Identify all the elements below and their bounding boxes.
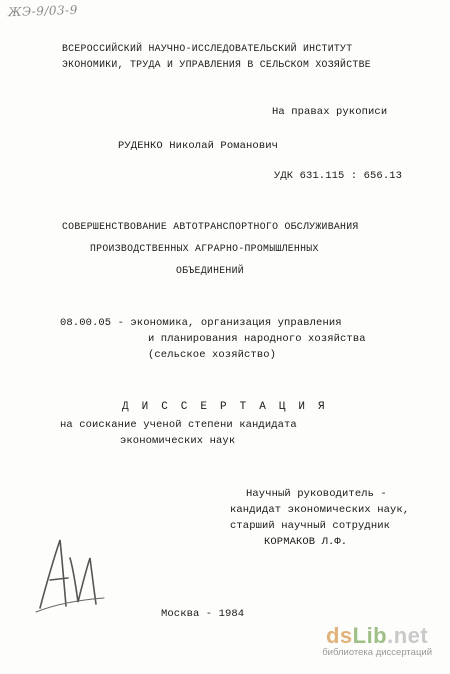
handwritten-signature (30, 528, 110, 618)
corner-handwritten-note: ЖЭ-9/03-9 (7, 2, 79, 20)
title-line-1: СОВЕРШЕНСТВОВАНИЕ АВТОТРАНСПОРТНОГО ОБСЛУЖИВАНИЯ (62, 221, 359, 232)
author-name: РУДЕНКО Николай Романович (118, 140, 279, 152)
udc-code: УДК 631.115 : 656.13 (274, 170, 403, 182)
institute-line-2: ЭКОНОМИКИ, ТРУДА И УПРАВЛЕНИЯ В СЕЛЬСКОМ ХОЗЯЙСТВЕ (62, 59, 371, 70)
supervisor-line-2: кандидат экономических наук, (230, 504, 410, 516)
dslib-logo-net: .net (387, 623, 429, 648)
title-line-2: ПРОИЗВОДСТВЕННЫХ АГРАРНО-ПРОМЫШЛЕННЫХ (90, 243, 319, 254)
city-year: Москва - 1984 (161, 608, 245, 620)
dslib-subtitle: библиотека диссертаций (322, 647, 432, 658)
supervisor-line-3: старший научный сотрудник (230, 520, 391, 532)
rights-notice: На правах рукописи (272, 106, 388, 118)
institute-line-1: ВСЕРОССИЙСКИЙ НАУЧНО-ИССЛЕДОВАТЕЛЬСКИЙ ИНСТИТУТ (62, 43, 353, 54)
supervisor-line-4: КОРМАКОВ Л.Ф. (264, 536, 348, 548)
specialty-line-3: (сельское хозяйство) (148, 349, 277, 361)
dissertation-label: Д И С С Е Р Т А Ц И Я (122, 401, 328, 413)
title-line-3: ОБЪЕДИНЕНИЙ (176, 265, 244, 276)
specialty-line-1: 08.00.05 - экономика, организация управления (60, 317, 342, 329)
dissertation-line-2: экономических наук (120, 435, 236, 447)
dslib-logo (322, 623, 432, 649)
dslib-logo-lib: Lib (352, 623, 388, 648)
specialty-line-2: и планирования народного хозяйства (148, 333, 366, 345)
dslib-logo-ds: ds (325, 623, 353, 648)
dslib-watermark (322, 623, 432, 658)
dissertation-line-1: на соискание ученой степени кандидата (60, 419, 297, 431)
supervisor-line-1: Научный руководитель - (246, 488, 387, 500)
